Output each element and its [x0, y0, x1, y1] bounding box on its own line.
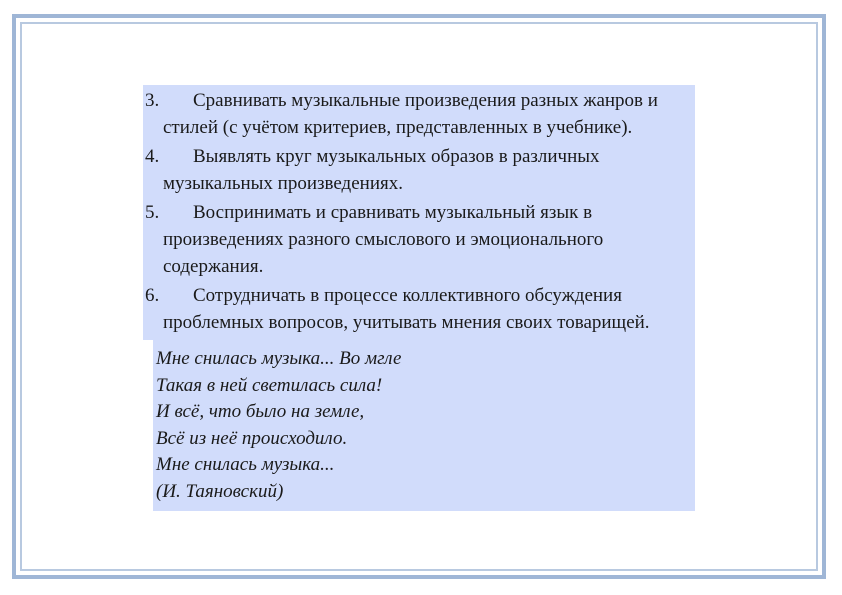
list-item-text: Выявлять круг музыкальных образов в различных музыкальных произведениях. [163, 146, 600, 194]
list-item [143, 87, 695, 141]
list-item-text: Сравнивать музыкальные произведения разных жанров и стилей (с учётом критериев, представленных в учебнике). [163, 90, 658, 138]
list-item-number: 3. [145, 90, 160, 111]
list-item [143, 199, 695, 280]
list-item [143, 143, 695, 197]
poem-line: Мне снилась музыка... [156, 454, 335, 475]
poem-line: И всё, что было на земле, [156, 401, 365, 422]
list-item-text: Воспринимать и сравнивать музыкальный язык в произведениях разного смыслового и эмоционального содержания. [163, 202, 604, 277]
poem-line: Такая в ней светилась сила! [156, 374, 383, 396]
poem-line: Всё из неё происходило. [156, 427, 348, 449]
poem-line: Мне снилась музыка... Во мгле [156, 348, 402, 369]
list-item-text: Сотрудничать в процессе коллективного обсуждения проблемных вопросов, учитывать мнения своих товарищей. [163, 285, 650, 333]
list-item-number: 5. [145, 202, 160, 223]
numbered-list [143, 85, 695, 340]
list-item [143, 282, 695, 336]
list-item-number: 4. [145, 146, 160, 167]
list-item-number: 6. [145, 285, 160, 306]
poem-author: (И. Таяновский) [156, 480, 284, 502]
poem-block [153, 340, 695, 511]
slide-content [143, 85, 695, 511]
